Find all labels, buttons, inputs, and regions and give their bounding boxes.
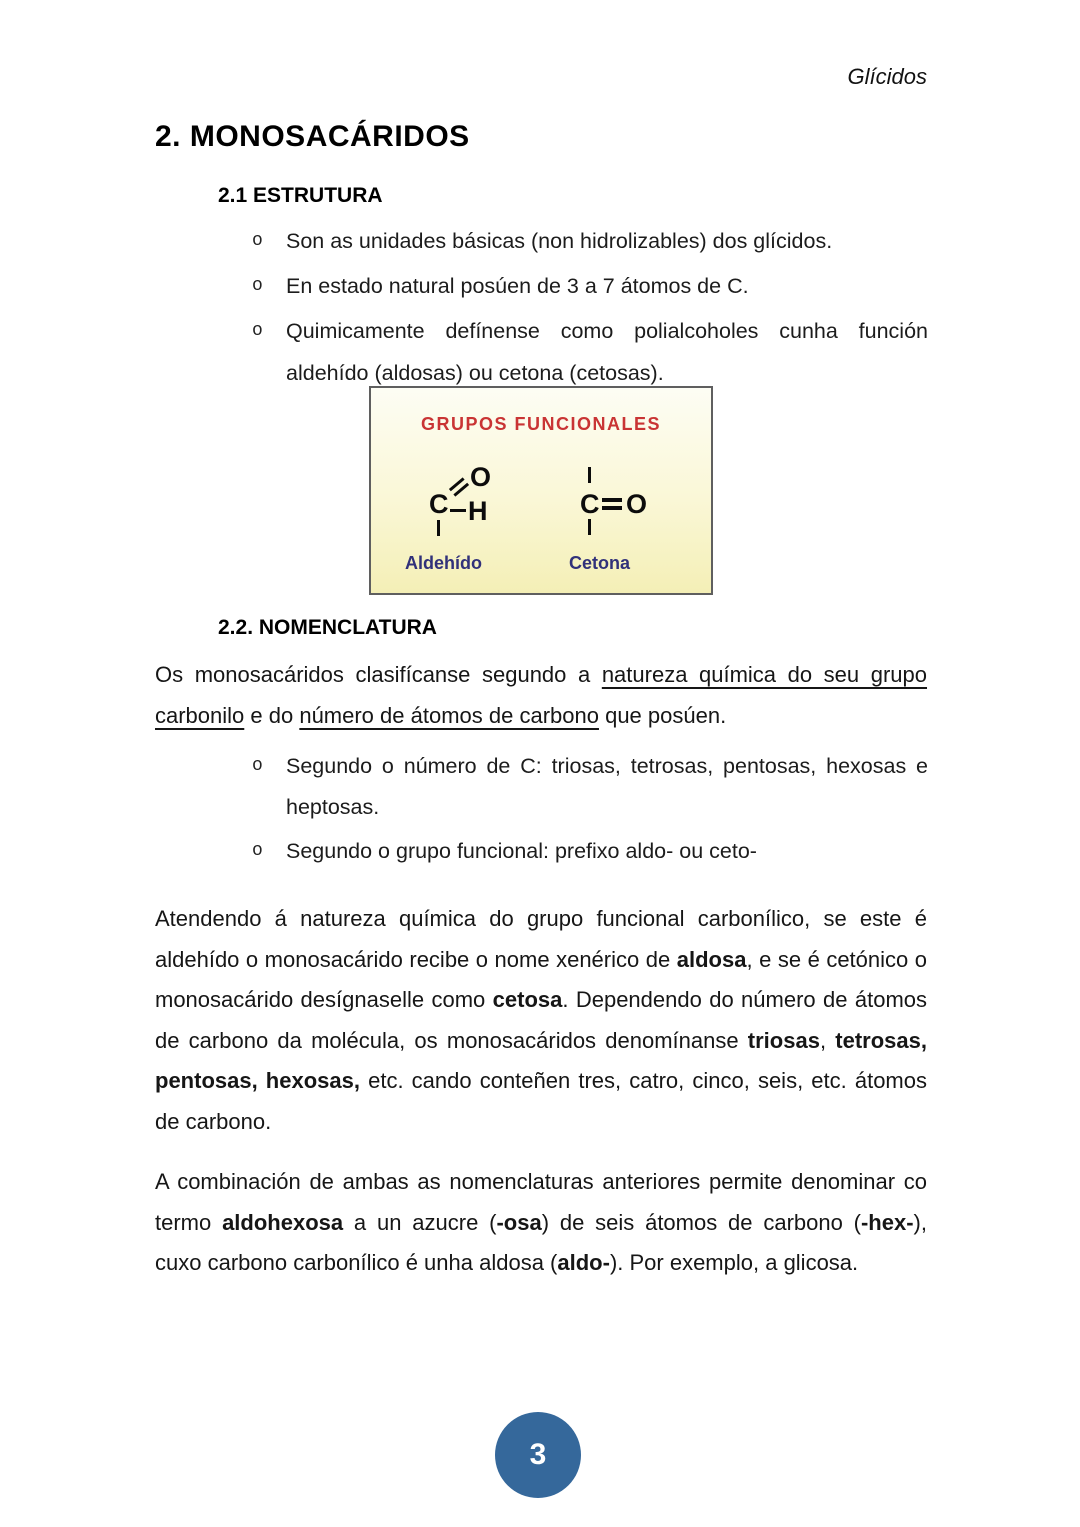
list-item-text: Segundo o número de C: triosas, tetrosas, pentosas, hexosas e heptosas. bbox=[286, 754, 928, 819]
residue-bond-icon bbox=[588, 467, 591, 483]
page-number-badge bbox=[495, 1412, 581, 1498]
figure-title: GRUPOS FUNCIONALES bbox=[420, 414, 661, 434]
bullet-marker: o bbox=[252, 756, 263, 776]
aldehyde-label: Aldehído bbox=[405, 553, 482, 573]
double-bond-icon bbox=[602, 498, 622, 502]
section-heading-nomenclatura: 2.2. NOMENCLATURA bbox=[218, 616, 437, 639]
list-item-text: Segundo o grupo funcional: prefixo aldo- ou ceto- bbox=[286, 839, 757, 863]
double-bond-icon bbox=[448, 477, 470, 498]
section-heading-estrutura: 2.1 ESTRUTURA bbox=[218, 184, 383, 207]
residue-bond-icon bbox=[437, 520, 440, 536]
page-title: 2. MONOSACÁRIDOS bbox=[155, 120, 470, 153]
list-item-text: Quimicamente defínense como polialcoholes cunha función aldehído (aldosas) ou cetona (cetosas). bbox=[286, 319, 928, 385]
aldehyde-hydrogen-atom: H bbox=[468, 496, 488, 526]
list-item bbox=[252, 220, 928, 262]
paragraph-combinacion: A combinación de ambas as nomenclaturas anteriores permite denominar co termo aldohexosa a un azucre (-osa) de seis átomos de carbono (-hex-), cuxo carbono carbonílico é unha aldosa (aldo-). Por exemplo, a glicosa. bbox=[155, 1169, 927, 1275]
list-item bbox=[252, 746, 928, 828]
list-item bbox=[252, 831, 928, 872]
paragraph-atendendo: Atendendo á natureza química do grupo funcional carbonílico, se este é aldehído o monosacárido recibe o nome xenérico de aldosa, e se é cetónico o monosacárido desígnaselle como cetosa. Dependendo do número de átomos de carbono da molécula, os monosacáridos denomínanse triosas, tetrosas, pentosas, hexosas, etc. cando conteñen tres, catro, cinco, seis, etc. átomos de carbono. bbox=[155, 906, 928, 1134]
running-header: Glícidos bbox=[847, 64, 927, 89]
ketone-carbon-atom: C bbox=[580, 489, 600, 519]
aldehyde-carbon-atom: C bbox=[429, 489, 449, 519]
bullet-marker: o bbox=[252, 321, 263, 341]
aldehyde-oxygen-atom: O bbox=[470, 462, 492, 492]
double-bond-icon bbox=[602, 506, 622, 510]
single-bond-icon bbox=[450, 509, 466, 512]
ketone-label: Cetona bbox=[569, 553, 631, 573]
bullet-marker: o bbox=[252, 276, 263, 296]
bullet-list-estrutura bbox=[252, 220, 928, 397]
bullet-marker: o bbox=[252, 841, 263, 861]
functional-groups-figure bbox=[369, 386, 713, 595]
residue-bond-icon bbox=[588, 519, 591, 535]
bullet-list-nomenclatura bbox=[252, 746, 928, 875]
list-item bbox=[252, 265, 928, 307]
paragraph-nomenclatura-intro: Os monosacáridos clasifícanse segundo a natureza química do seu grupo carbonilo e do número de átomos de carbono que posúen. bbox=[155, 662, 928, 728]
bullet-marker: o bbox=[252, 231, 263, 251]
ketone-oxygen-atom: O bbox=[626, 489, 648, 519]
list-item-text: En estado natural posúen de 3 a 7 átomos de C. bbox=[286, 274, 749, 298]
list-item-text: Son as unidades básicas (non hidrolizables) dos glícidos. bbox=[286, 229, 833, 253]
list-item bbox=[252, 310, 928, 394]
page-number: 3 bbox=[529, 1438, 547, 1471]
